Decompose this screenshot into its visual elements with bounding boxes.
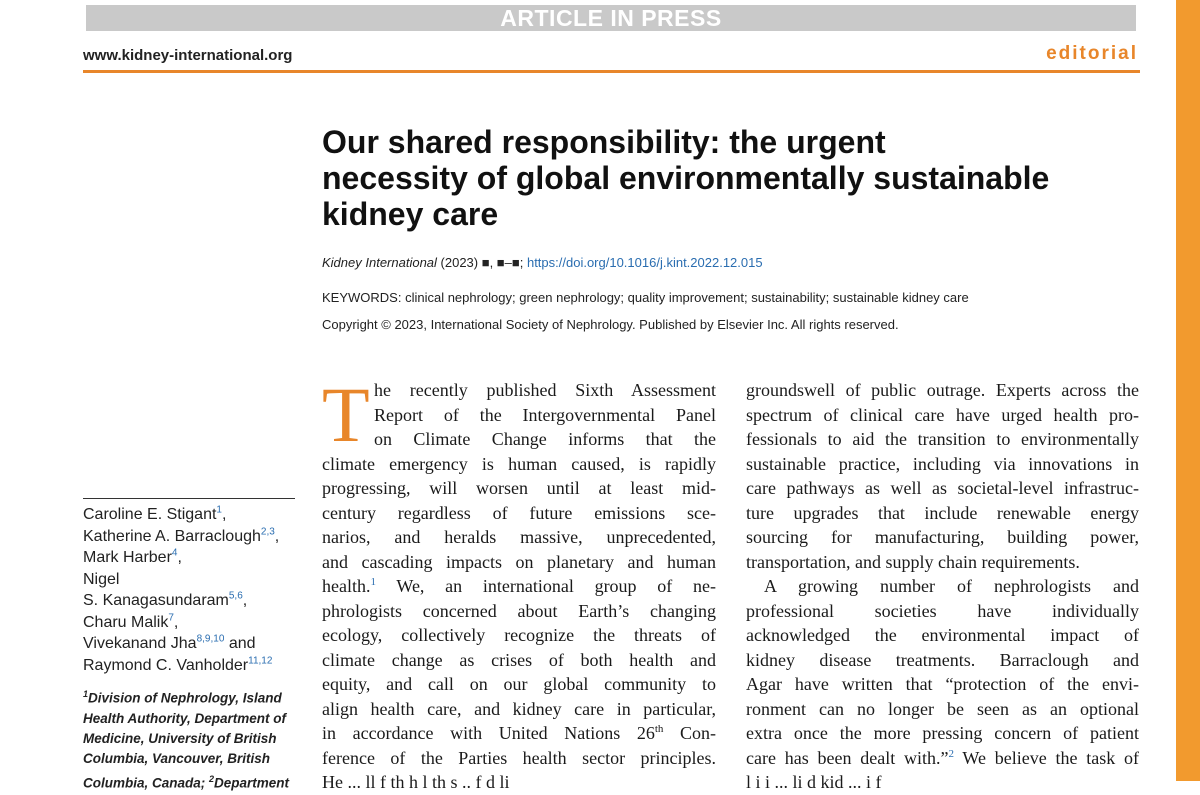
author-entry (83, 655, 298, 677)
author-separator: and (224, 635, 256, 652)
affiliation-number: 2 (209, 773, 215, 784)
body-line: narios, and heralds massive, unprecedented, (322, 527, 716, 547)
author-list (83, 504, 298, 676)
author-entry (83, 504, 298, 526)
doi-link[interactable]: https://doi.org/10.1016/j.kint.2022.12.015 (526, 255, 763, 270)
reference-link[interactable]: 2 (948, 747, 954, 760)
body-line: fessionals to aid the transition to environmentally (746, 429, 1139, 449)
author-entry (83, 633, 298, 655)
author-name: Katherine A. Barraclough (83, 527, 261, 545)
body-line: ronment can no longer be seen as an optional (746, 698, 1139, 719)
body-line: spectrum of clinical care have urged health pro- (746, 404, 1139, 425)
body-line: century regardless of future emissions sce- (322, 502, 716, 523)
article-in-press-banner: ARTICLE IN PRESS (86, 5, 1136, 31)
body-line: A growing number of nephrologists and (764, 576, 1139, 596)
author-separator: , (173, 613, 179, 631)
author-name: Vivekanand Jha (83, 635, 197, 652)
author-name: Raymond C. Vanholder (83, 656, 249, 674)
author-name: Mark Harber (83, 549, 172, 566)
body-line: kidney disease treatments. Barraclough and (746, 649, 1139, 670)
body-line: sourcing for manufacturing, building power, (746, 527, 1139, 547)
body-line: transportation, and supply chain requirements. (746, 551, 1080, 572)
body-column-left (322, 371, 717, 795)
body-line-cut: l i i ... li d kid ... i f (746, 772, 882, 792)
body-line: ture upgrades that include renewable energy (746, 502, 1139, 523)
body-line: Agar have written that “protection of the envi- (746, 674, 1139, 694)
affiliation-ref[interactable]: 11,12 (248, 655, 273, 667)
page-edge-bar (1176, 0, 1200, 781)
body-line: align health care, and kidney care in particular, (322, 698, 716, 719)
title-line: kidney care (322, 196, 499, 232)
journal-website-link[interactable]: www.kidney-international.org (83, 47, 293, 64)
body-line: climate emergency is human caused, is rapidly (322, 453, 716, 474)
body-line: he recently published Sixth Assessment (374, 380, 716, 400)
author-name: Charu Malik (83, 613, 169, 631)
copyright-notice: Copyright © 2023, International Society of Nephrology. Published by Elsevier Inc. All rights reserved. (322, 317, 899, 332)
body-line: ference of the Parties health sector principles. (322, 747, 716, 768)
body-text: We believe the task of (953, 747, 1139, 768)
author-name: Caroline E. Stigant (83, 506, 217, 523)
body-text: care has been dealt with.” (746, 747, 949, 768)
author-name: S. Kanagasundaram (83, 592, 229, 609)
drop-cap: T (322, 371, 370, 458)
body-column-right (746, 378, 1139, 795)
body-line: progressing, will worsen until at least mid- (322, 478, 716, 498)
affiliation-ref[interactable]: 5,6 (228, 590, 243, 602)
affiliation-ref[interactable]: 7 (168, 612, 174, 624)
affiliation-ref[interactable]: 4 (171, 547, 178, 559)
authors-divider (83, 498, 295, 499)
author-entry (83, 612, 298, 634)
body-text: Con- (663, 723, 717, 743)
affiliation-text (83, 684, 301, 793)
keywords: KEYWORDS: clinical nephrology; green nephrology; quality improvement; sustainability; sustainable kidney care (322, 290, 969, 305)
body-line-cut: He ... ll f th h l th s .. f d li (322, 772, 510, 792)
author-entry (83, 547, 298, 569)
body-line (746, 746, 1139, 771)
author-separator: , (177, 549, 182, 566)
body-line: equity, and call on our global community to (322, 674, 716, 694)
section-label: editorial (1046, 43, 1138, 64)
author-separator: , (242, 592, 248, 609)
volume-info: (2023) ■, ■–■; (436, 255, 527, 270)
article-title (322, 124, 1142, 232)
ordinal-superscript: th (654, 723, 664, 735)
author-separator: , (274, 527, 280, 545)
affiliation-number: 1 (83, 689, 89, 699)
body-line: Report of the Intergovernmental Panel (374, 404, 716, 425)
author-name: Nigel (83, 570, 120, 588)
body-line: climate change as crises of both health and (322, 649, 716, 670)
reference-link[interactable]: 1 (370, 576, 376, 588)
author-entry (83, 569, 298, 591)
body-line: groundswell of public outrage. Experts across the (746, 380, 1139, 400)
title-line: Our shared responsibility: the urgent (322, 124, 886, 160)
body-line: professional societies have individually (746, 600, 1139, 621)
body-line: sustainable practice, including via innovations in (746, 453, 1139, 474)
body-line (322, 574, 716, 599)
body-line (322, 721, 716, 746)
body-line: care pathways as well as societal-level infrastruc- (746, 478, 1139, 498)
body-line: acknowledged the environmental impact of (746, 625, 1139, 645)
title-line: necessity of global environmentally sustainable (322, 160, 1050, 196)
affiliation-ref[interactable]: 2,3 (260, 526, 275, 538)
journal-name: Kidney International (322, 255, 437, 270)
author-entry (83, 590, 298, 612)
body-line: and cascading impacts on planetary and human (322, 551, 716, 572)
body-line: extra once the more pressing concern of patient (746, 723, 1139, 743)
author-entry (83, 526, 298, 548)
citation-line (322, 255, 763, 270)
header-divider (83, 70, 1140, 73)
body-text: We, an international group of ne- (396, 576, 716, 596)
body-line: ecology, collectively recognize the threats of (322, 625, 716, 645)
body-text: health. (322, 576, 371, 596)
body-text: in accordance with United Nations 26 (322, 723, 655, 743)
affiliation-body: Division of Nephrology, Island Health Authority, Department of Medicine, University of British Columbia, Vancouver, British Columbia, Canada; (83, 690, 287, 790)
affiliation-ref[interactable]: 8,9,10 (196, 633, 225, 645)
body-line: phrologists concerned about Earth’s changing (322, 600, 716, 621)
author-separator: , (221, 506, 227, 523)
affiliation-body: Department (214, 775, 290, 790)
body-line: on Climate Change informs that the (374, 429, 716, 449)
affiliation-ref[interactable]: 1 (216, 504, 222, 516)
